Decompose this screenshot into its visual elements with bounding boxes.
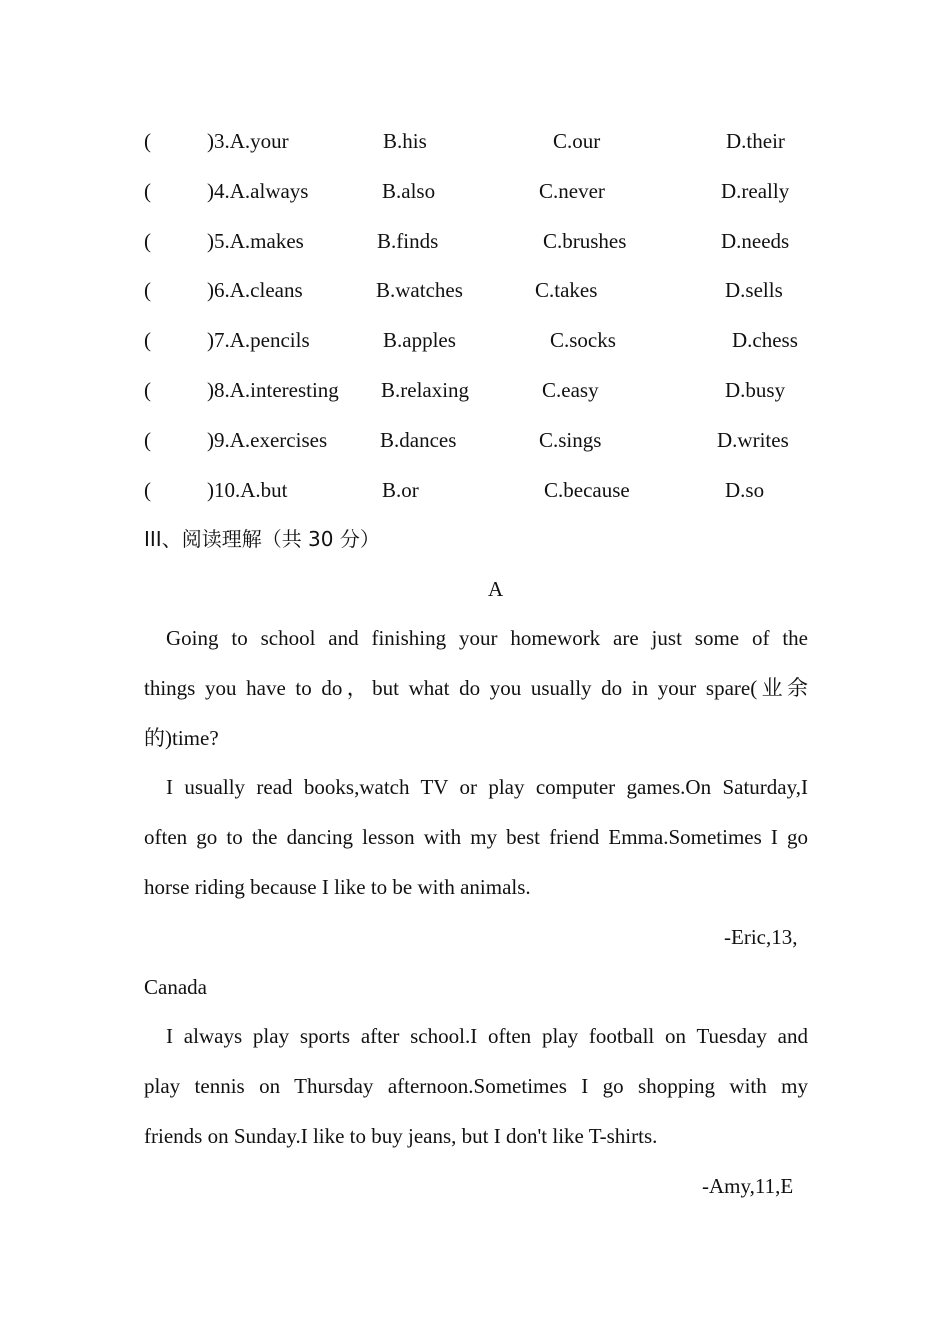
option-a: )9.A.exercises (207, 428, 328, 452)
amy-line: I always play sports after school.I often play football on Tuesday and (166, 1024, 808, 1048)
option-a: )7.A.pencils (207, 328, 310, 352)
option-c: C.easy (542, 378, 599, 402)
option-b: B.relaxing (381, 378, 470, 402)
option-b: B.dances (380, 428, 457, 452)
option-b: B.watches (376, 278, 463, 302)
amy-paragraph (144, 1012, 808, 1161)
blank-paren: ( (144, 378, 151, 402)
option-d: D.chess (732, 328, 798, 352)
option-a: )10.A.but (207, 478, 288, 502)
option-c: C.brushes (543, 229, 627, 253)
section-title: III、阅读理解（共 30 分） (144, 527, 380, 551)
option-a: )4.A.always (207, 179, 309, 203)
option-c: C.sings (539, 428, 602, 452)
blank-paren: ( (144, 478, 151, 502)
option-c: C.because (544, 478, 630, 502)
option-c: C.our (553, 129, 601, 153)
option-c: C.socks (550, 328, 616, 352)
option-b: B.apples (383, 328, 456, 352)
option-d: D.writes (717, 428, 789, 452)
intro-paragraph (144, 614, 808, 763)
blank-paren: ( (144, 328, 151, 352)
blank-paren: ( (144, 229, 151, 253)
eric-paragraph (144, 763, 808, 912)
option-a: )5.A.makes (207, 229, 304, 253)
amy-line: friends on Sunday.I like to buy jeans, but I don't like T-shirts. (144, 1123, 658, 1148)
eric-signature: -Eric,13, (724, 925, 798, 949)
intro-line: things you have to do，but what do you usually do in your spare(业余 (144, 675, 808, 700)
option-b: B.finds (377, 229, 439, 253)
eric-country: Canada (144, 975, 207, 999)
option-b: B.his (383, 129, 427, 153)
option-b: B.also (382, 179, 436, 203)
passage-label: A (488, 577, 504, 601)
blank-paren: ( (144, 428, 151, 452)
option-b: B.or (382, 478, 419, 502)
amy-line: play tennis on Thursday afternoon.Sometimes I go shopping with my (144, 1073, 808, 1098)
amy-signature: -Amy,11,E (702, 1174, 794, 1198)
option-c: C.takes (535, 278, 598, 302)
option-c: C.never (539, 179, 605, 203)
option-d: D.sells (725, 278, 783, 302)
intro-line: Going to school and finishing your homework are just some of the (166, 626, 808, 650)
eric-line: I usually read books,watch TV or play computer games.On Saturday,I (166, 775, 808, 799)
option-d: D.so (725, 478, 765, 502)
intro-line: 的)time? (144, 725, 219, 750)
option-a: )3.A.your (207, 129, 289, 153)
option-d: D.their (726, 129, 785, 153)
option-a: )8.A.interesting (207, 378, 339, 402)
eric-line: horse riding because I like to be with animals. (144, 874, 531, 899)
blank-paren: ( (144, 129, 151, 153)
eric-line: often go to the dancing lesson with my best friend Emma.Sometimes I go (144, 824, 808, 849)
option-d: D.really (721, 179, 790, 203)
option-d: D.busy (725, 378, 786, 402)
blank-paren: ( (144, 278, 151, 302)
option-d: D.needs (721, 229, 790, 253)
blank-paren: ( (144, 179, 151, 203)
option-a: )6.A.cleans (207, 278, 303, 302)
